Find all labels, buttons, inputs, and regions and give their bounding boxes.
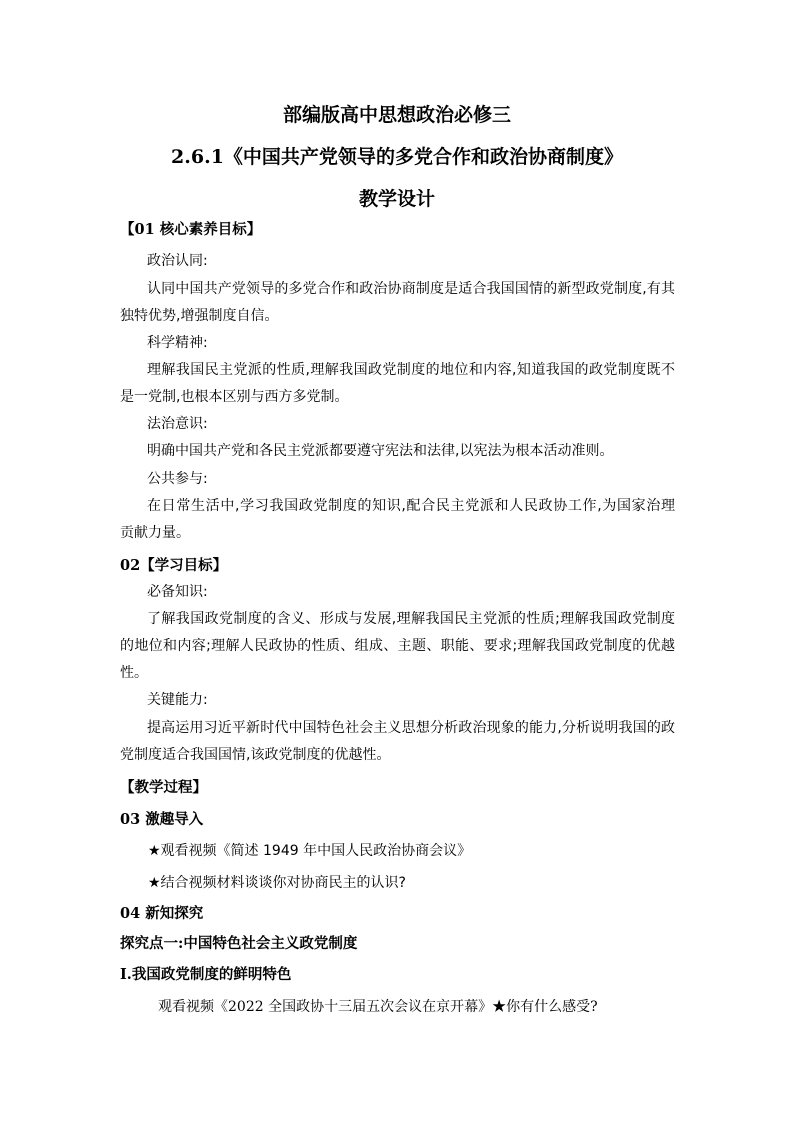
section-learning-heading: 02【学习目标】 bbox=[120, 557, 228, 574]
political-identity-text-line2: 独特优势,增强制度自信。 bbox=[120, 308, 279, 324]
essential-knowledge-text-line1: 了解我国政党制度的含义、形成与发展,理解我国民主党派的性质;理解我国政党制度 bbox=[147, 611, 675, 627]
political-identity-label: 政治认同: bbox=[147, 253, 208, 269]
scientific-spirit-text-line1: 理解我国民主党派的性质,理解我国政党制度的地位和内容,知道我国的政党制度既不 bbox=[147, 362, 675, 378]
explore-point-heading: 探究点一:中国特色社会主义政党制度 bbox=[120, 935, 358, 952]
intro-item-question: ★结合视频材料谈谈你对协商民主的认识? bbox=[148, 875, 406, 891]
essential-knowledge-text-line2: 的地位和内容;理解人民政协的性质、组成、主题、职能、要求;理解我国政党制度的优越 bbox=[120, 638, 675, 654]
key-ability-label: 关键能力: bbox=[147, 692, 208, 708]
subpoint-heading: Ⅰ.我国政党制度的鲜明特色 bbox=[120, 966, 292, 983]
political-identity-text-line1: 认同中国共产党领导的多党合作和政治协商制度是适合我国国情的新型政党制度,有其 bbox=[147, 281, 675, 297]
essential-knowledge-text-line3: 性。 bbox=[120, 665, 148, 681]
intro-item-video: ★观看视频《简述 1949 年中国人民政治协商会议》 bbox=[148, 843, 472, 859]
public-participation-text-line1: 在日常生活中,学习我国政党制度的知识,配合民主党派和人民政协工作,为国家治理 bbox=[147, 498, 675, 514]
document-title-line3: 教学设计 bbox=[358, 188, 435, 210]
scientific-spirit-text-line2: 是一党制,也根本区别与西方多党制。 bbox=[120, 389, 349, 405]
public-participation-label: 公共参与: bbox=[147, 471, 208, 487]
essential-knowledge-label: 必备知识: bbox=[147, 584, 208, 600]
section-process-heading: 【教学过程】 bbox=[120, 779, 207, 796]
key-ability-text-line1: 提高运用习近平新时代中国特色社会主义思想分析政治现象的能力,分析说明我国的政 bbox=[147, 720, 675, 736]
rule-of-law-label: 法治意识: bbox=[147, 416, 208, 432]
explore-heading: 04 新知探究 bbox=[120, 905, 204, 922]
document-title-line2: 2.6.1《中国共产党领导的多党合作和政治协商制度》 bbox=[171, 146, 623, 168]
video-prompt-line: 观看视频《2022 全国政协十三届五次会议在京开幕》★你有什么感受? bbox=[158, 999, 598, 1015]
key-ability-text-line2: 党制度适合我国国情,该政党制度的优越性。 bbox=[120, 747, 391, 763]
scientific-spirit-label: 科学精神: bbox=[147, 335, 208, 351]
rule-of-law-text-line1: 明确中国共产党和各民主党派都要遵守宪法和法律,以宪法为根本活动准则。 bbox=[147, 443, 614, 459]
intro-heading: 03 激趣导入 bbox=[120, 811, 204, 828]
section-core-heading: 【01 核心素养目标】 bbox=[120, 221, 262, 238]
document-title-line1: 部编版高中思想政治必修三 bbox=[282, 104, 511, 126]
public-participation-text-line2: 贡献力量。 bbox=[120, 525, 190, 541]
